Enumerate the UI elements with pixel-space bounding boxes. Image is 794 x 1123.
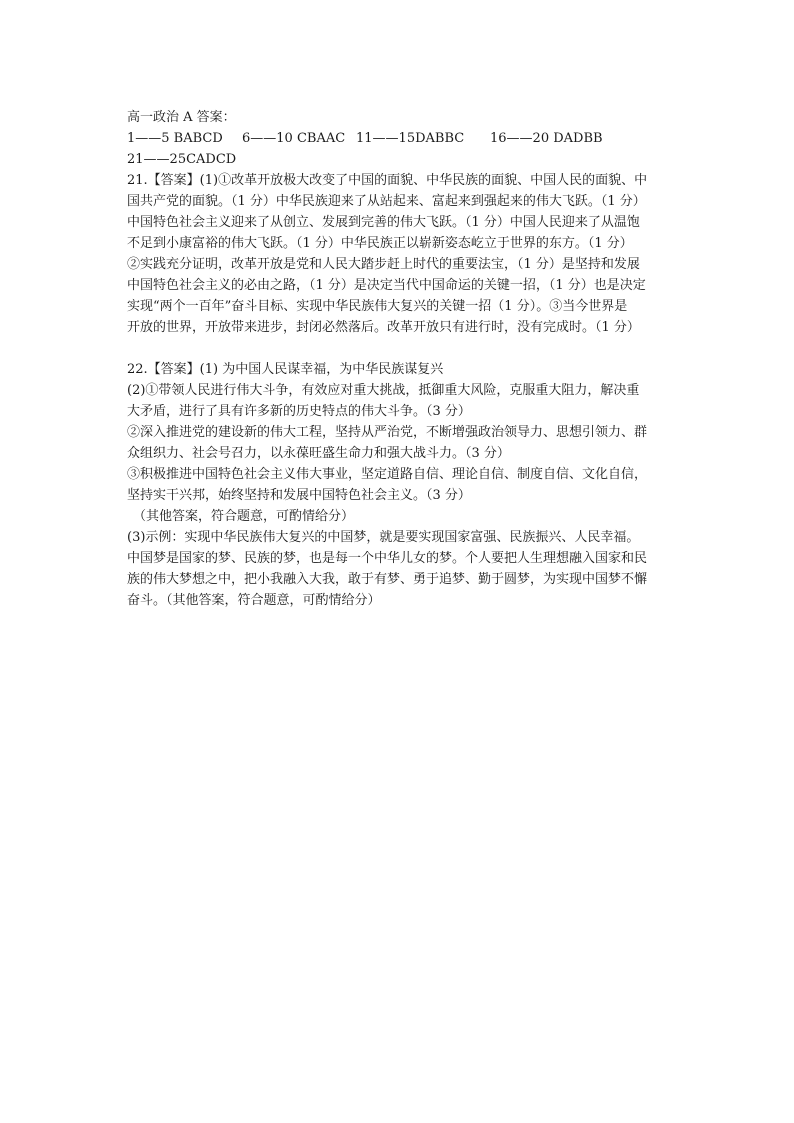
answer-line: 不足到小康富裕的伟大飞跃。（1 分）中华民族正以崭新姿态屹立于世界的东方。（1 分） bbox=[127, 236, 633, 251]
answer-line: (3)示例：实现中华民族伟大复兴的中国梦，就是要实现国家富强、民族振兴、人民幸福。 bbox=[127, 530, 640, 545]
answer-line: 坚持实干兴邦，始终坚持和发展中国特色社会主义。（3 分） bbox=[127, 488, 471, 503]
mc-answer-group: 1——5 BABCD bbox=[127, 131, 223, 146]
mc-answer-group: 16——20 DADBB bbox=[490, 131, 603, 146]
answer-line: 众组织力、社会号召力，以永葆旺盛生命力和强大战斗力。（3 分） bbox=[127, 446, 510, 461]
answer-content bbox=[127, 107, 672, 611]
question-21-answer bbox=[127, 170, 672, 338]
answer-line: 奋斗。（其他答案，符合题意，可酌情给分） bbox=[127, 593, 381, 608]
answer-line: 国共产党的面貌。（1 分）中华民族迎来了从站起来、富起来到强起来的伟大飞跃。（1 分） bbox=[127, 194, 646, 209]
answer-line: ②深入推进党的建设新的伟大工程，坚持从严治党，不断增强政治领导力、思想引领力、群 bbox=[127, 425, 648, 440]
mc-answer-group: 6——10 CBAAC bbox=[242, 131, 346, 146]
answer-line: ②实践充分证明，改革开放是党和人民大踏步赶上时代的重要法宝，（1 分）是坚持和发展 bbox=[127, 257, 640, 272]
section-spacer bbox=[127, 338, 672, 359]
multiple-choice-answers-row-1 bbox=[127, 128, 672, 149]
mc-answer-group: 11——15DABBC bbox=[356, 131, 465, 146]
page-title: 高一政治 A 答案： bbox=[127, 110, 236, 125]
answer-line: 中国梦是国家的梦、民族的梦，也是每一个中华儿女的梦。个人要把人生理想融入国家和民 bbox=[127, 551, 648, 566]
answer-line: (2)①带领人民进行伟大斗争，有效应对重大挑战，抵御重大风险，克服重大阻力，解决重 bbox=[127, 383, 640, 398]
multiple-choice-answers-row-2: 21——25CADCD bbox=[127, 152, 237, 167]
answer-line: 22.【答案】(1) 为中国人民谋幸福，为中华民族谋复兴 bbox=[127, 362, 444, 377]
answer-line: 21.【答案】(1)①改革开放极大改变了中国的面貌、中华民族的面貌、中国人民的面貌、中 bbox=[127, 173, 648, 188]
answer-line: （其他答案，符合题意，可酌情给分） bbox=[133, 509, 355, 524]
answer-line: 大矛盾，进行了具有许多新的历史特点的伟大斗争。（3 分） bbox=[127, 404, 471, 419]
answer-line: 开放的世界，开放带来进步，封闭必然落后。改革开放只有进行时，没有完成时。（1 分） bbox=[127, 320, 640, 335]
answer-line: ③积极推进中国特色社会主义伟大事业，坚定道路自信、理论自信、制度自信、文化自信， bbox=[127, 467, 648, 482]
answer-line: 中国特色社会主义迎来了从创立、发展到完善的伟大飞跃。（1 分）中国人民迎来了从温饱 bbox=[127, 215, 640, 230]
answer-line: 族的伟大梦想之中，把小我融入大我，敢于有梦、勇于追梦、勤于圆梦，为实现中国梦不懈 bbox=[127, 572, 648, 587]
question-22-answer bbox=[127, 359, 672, 611]
answer-line: 中国特色社会主义的必由之路，（1 分）是决定当代中国命运的关键一招，（1 分）也是决定 bbox=[127, 278, 646, 293]
answer-line: 实现“两个一百年”奋斗目标、实现中华民族伟大复兴的关键一招（1 分）。③当今世界是 bbox=[127, 299, 628, 314]
